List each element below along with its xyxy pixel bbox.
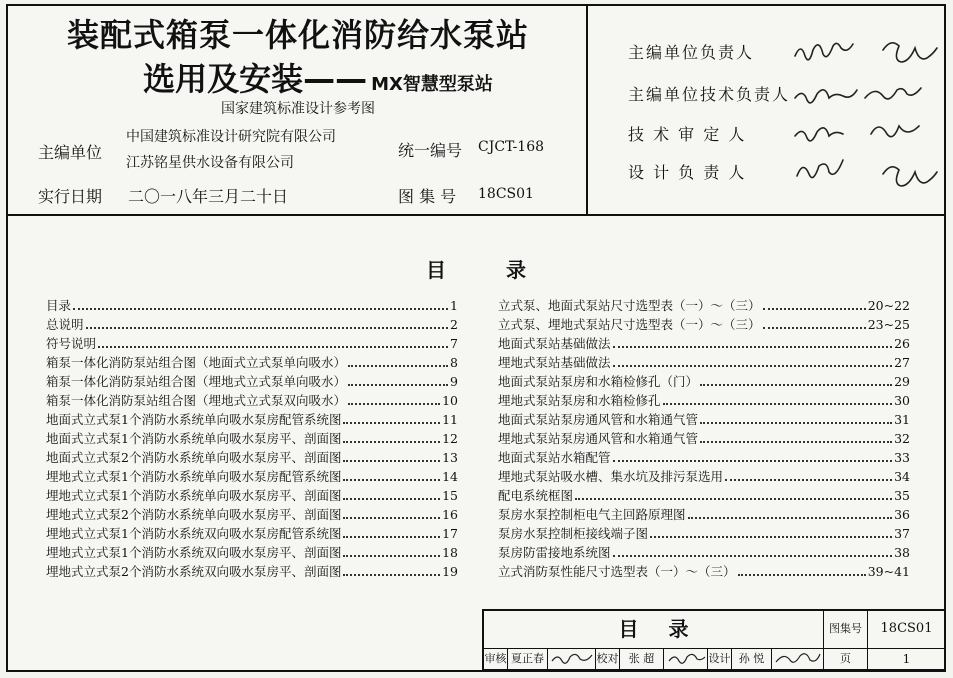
toc-leader-dots	[98, 346, 448, 348]
toc-entry	[46, 524, 458, 543]
toc-entry	[498, 353, 910, 372]
toc-entry-title: 地面式泵站泵房通风管和水箱通气管	[498, 412, 699, 427]
drawing-frame	[6, 4, 946, 672]
sig-label: 技 术 审 定 人	[628, 125, 747, 144]
toc-entry-page: 13	[442, 450, 458, 465]
toc-leader-dots	[343, 536, 440, 538]
check-signature	[664, 649, 708, 670]
toc-leader-dots	[738, 574, 866, 576]
toc-entry-page: 18	[442, 545, 458, 560]
sig-label: 设 计 负 责 人	[628, 163, 747, 182]
sig-label: 主编单位负责人	[628, 43, 755, 62]
toc-entry	[46, 429, 458, 448]
toc-entry	[498, 410, 910, 429]
title-main: 选用及安装	[143, 60, 304, 98]
editor-org-2: 江苏铭星供水设备有限公司	[126, 155, 294, 171]
date-label: 实行日期	[38, 187, 103, 206]
toc-entry-title: 埋地式立式泵1个消防水系统双向吸水泵房平、剖面图	[46, 545, 342, 560]
toc-entry-page: 32	[894, 431, 910, 446]
toc-entry-page: 16	[442, 507, 458, 522]
toc-entry	[46, 448, 458, 467]
handwritten-signatures	[793, 24, 943, 214]
toc-entry-page: 17	[442, 526, 458, 541]
toc-entry-page: 11	[442, 412, 458, 427]
toc-leader-dots	[348, 403, 440, 405]
toc-entry	[46, 562, 458, 581]
toc-entry	[498, 524, 910, 543]
toc-leader-dots	[343, 574, 440, 576]
toc-entry-page: 27	[894, 355, 910, 370]
title-block	[482, 609, 946, 670]
toc-entry	[46, 391, 458, 410]
toc-entry-title: 配电系统框图	[498, 488, 574, 503]
toc-entry	[498, 505, 910, 524]
page-label: 页	[824, 649, 868, 670]
toc-entry-title: 地面式泵站泵房和水箱检修孔（门）	[498, 374, 699, 389]
review-name: 夏正春	[508, 649, 548, 670]
toc-leader-dots	[343, 441, 440, 443]
toc-entry-title: 立式消防泵性能尺寸选型表（一）～（三）	[498, 564, 736, 579]
toc-entry-page: 2	[450, 317, 458, 332]
atlas-value: 18CS01	[478, 186, 534, 202]
design-label: 设计	[708, 649, 732, 670]
sig-row-tech-head	[628, 82, 790, 105]
design-name: 孙 悦	[732, 649, 772, 670]
toc-leader-dots	[613, 365, 893, 367]
page-title: 装配式箱泵一体化消防给水泵站	[66, 16, 529, 54]
toc-leader-dots	[650, 536, 892, 538]
toc-entry	[46, 353, 458, 372]
toc-entry-page: 12	[442, 431, 458, 446]
toc-entry	[46, 467, 458, 486]
toc-entry-title: 地面式泵站基础做法	[498, 336, 611, 351]
toc-entry-page: 19	[442, 564, 458, 579]
toc-entry-title: 地面式立式泵2个消防水系统单向吸水泵房平、剖面图	[46, 450, 342, 465]
page-number: 1	[868, 649, 946, 670]
toc-entry-page: 39~41	[867, 564, 910, 579]
toc-entry	[498, 391, 910, 410]
title-block-atlas-label: 图集号	[824, 611, 868, 649]
toc-entry-page: 38	[894, 545, 910, 560]
toc-leader-dots	[348, 384, 448, 386]
toc-entry	[46, 296, 458, 315]
signature-scribble	[549, 649, 595, 668]
toc-entry	[498, 448, 910, 467]
toc-entry	[46, 486, 458, 505]
toc-entry-title: 埋地式泵站泵房通风管和水箱通气管	[498, 431, 699, 446]
toc-entry-title: 符号说明	[46, 336, 97, 351]
toc-entry-page: 8	[450, 355, 458, 370]
toc-entry-page: 34	[894, 469, 910, 484]
toc-entry-title: 总说明	[46, 317, 84, 332]
page-title-line2	[88, 54, 548, 100]
toc-leader-dots	[613, 346, 893, 348]
toc-left-column	[46, 296, 458, 581]
toc-entry	[46, 372, 458, 391]
toc-entry-title: 埋地式立式泵1个消防水系统单向吸水泵房配管系统图	[46, 469, 342, 484]
header-info-panel	[8, 6, 588, 216]
toc-leader-dots	[343, 479, 440, 481]
toc-leader-dots	[343, 517, 440, 519]
toc-entry-page: 31	[894, 412, 910, 427]
check-label: 校对	[596, 649, 620, 670]
signature-panel	[588, 6, 944, 216]
date-value: 二〇一八年三月二十日	[128, 187, 289, 206]
toc-entry-title: 箱泵一体化消防泵站组合图（埋地式立式泵单向吸水）	[46, 374, 347, 389]
atlas-label: 图 集 号	[398, 187, 457, 206]
toc-leader-dots	[613, 555, 893, 557]
toc-leader-dots	[763, 327, 866, 329]
toc-entry-title: 箱泵一体化消防泵站组合图（地面式立式泵单向吸水）	[46, 355, 347, 370]
toc-entry-title: 立式泵、埋地式泵站尺寸选型表（一）～（三）	[498, 317, 761, 332]
toc-entry	[46, 334, 458, 353]
toc-entry-page: 37	[894, 526, 910, 541]
signature-scribble	[665, 649, 707, 668]
title-block-name: 目录	[484, 611, 824, 649]
check-name: 张 超	[620, 649, 664, 670]
toc-entry	[498, 467, 910, 486]
toc-entry-title: 立式泵、地面式泵站尺寸选型表（一）～（三）	[498, 298, 761, 313]
sig-label: 主编单位技术负责人	[628, 85, 791, 104]
toc-entry-page: 30	[894, 393, 910, 408]
toc-leader-dots	[343, 422, 440, 424]
sig-row-reviewer	[628, 122, 746, 145]
toc-entry-title: 埋地式立式泵1个消防水系统单向吸水泵房平、剖面图	[46, 488, 342, 503]
title-dash: ——	[303, 60, 368, 98]
toc-entry	[46, 315, 458, 334]
toc-entry-page: 29	[894, 374, 910, 389]
toc-entry-title: 埋地式立式泵1个消防水系统双向吸水泵房配管系统图	[46, 526, 342, 541]
toc-entry-page: 9	[450, 374, 458, 389]
title-suffix: MX智慧型泵站	[371, 74, 493, 95]
toc-leader-dots	[688, 517, 893, 519]
toc-entry-title: 地面式立式泵1个消防水系统单向吸水泵房平、剖面图	[46, 431, 342, 446]
toc-leader-dots	[86, 327, 449, 329]
toc-entry-title: 埋地式泵站基础做法	[498, 355, 611, 370]
toc-entry-title: 埋地式泵站吸水槽、集水坑及排污泵选用	[498, 469, 724, 484]
toc-leader-dots	[700, 441, 892, 443]
toc-entry	[498, 562, 910, 581]
toc-entry-title: 泵房防雷接地系统图	[498, 545, 611, 560]
review-label: 审核	[484, 649, 508, 670]
toc-entry-page: 26	[894, 336, 910, 351]
toc-entry-title: 泵房水泵控制柜电气主回路原理图	[498, 507, 686, 522]
toc-entry-page: 10	[442, 393, 458, 408]
toc-entry-title: 埋地式立式泵2个消防水系统双向吸水泵房平、剖面图	[46, 564, 342, 579]
toc-leader-dots	[700, 384, 892, 386]
toc-entry-page: 33	[894, 450, 910, 465]
title-block-atlas-value: 18CS01	[868, 611, 946, 649]
toc-entry-page: 14	[442, 469, 458, 484]
sig-row-editor-head	[628, 40, 754, 63]
toc-entry-title: 地面式泵站水箱配管	[498, 450, 611, 465]
toc-entry-page: 23~25	[867, 317, 910, 332]
toc-entry-page: 1	[450, 298, 458, 313]
toc-heading: 目录	[426, 258, 586, 282]
toc-leader-dots	[575, 498, 892, 500]
toc-entry-title: 箱泵一体化消防泵站组合图（埋地式立式泵双向吸水）	[46, 393, 347, 408]
toc-entry-page: 35	[894, 488, 910, 503]
editor-label: 主编单位	[38, 143, 103, 162]
toc-entry-page: 36	[894, 507, 910, 522]
toc-leader-dots	[343, 460, 440, 462]
toc-entry-title: 埋地式泵站泵房和水箱检修孔	[498, 393, 661, 408]
toc-entry	[46, 543, 458, 562]
toc-entry	[46, 410, 458, 429]
editor-org-1: 中国建筑标准设计研究院有限公司	[126, 129, 336, 145]
toc-entry	[498, 372, 910, 391]
toc-entry	[498, 334, 910, 353]
toc-leader-dots	[348, 365, 448, 367]
toc-entry-page: 15	[442, 488, 458, 503]
signature-scribble	[773, 649, 823, 668]
review-signature	[548, 649, 596, 670]
toc-leader-dots	[343, 555, 440, 557]
toc-entry-title: 目录	[46, 298, 72, 313]
sig-row-designer	[628, 160, 746, 183]
toc-entry	[498, 296, 910, 315]
toc-entry	[498, 486, 910, 505]
toc-leader-dots	[763, 308, 866, 310]
code-label: 统一编号	[398, 141, 463, 160]
toc-leader-dots	[613, 460, 893, 462]
toc-entry-title: 地面式立式泵1个消防水系统单向吸水泵房配管系统图	[46, 412, 342, 427]
toc-entry-title: 埋地式立式泵2个消防水系统单向吸水泵房平、剖面图	[46, 507, 342, 522]
toc-entry	[498, 543, 910, 562]
toc-entry	[498, 429, 910, 448]
toc-right-column	[498, 296, 910, 581]
subtitle: 国家建筑标准设计参考图	[221, 101, 375, 117]
design-signature	[772, 649, 824, 670]
toc-leader-dots	[343, 498, 440, 500]
toc-leader-dots	[73, 308, 448, 310]
toc-entry-title: 泵房水泵控制柜接线端子图	[498, 526, 649, 541]
toc-leader-dots	[700, 422, 892, 424]
toc-entry	[498, 315, 910, 334]
toc-entry-page: 20~22	[867, 298, 910, 313]
toc-entry-page: 7	[450, 336, 458, 351]
toc-entry	[46, 505, 458, 524]
toc-leader-dots	[725, 479, 892, 481]
toc-leader-dots	[663, 403, 893, 405]
code-value: CJCT-168	[478, 139, 545, 155]
